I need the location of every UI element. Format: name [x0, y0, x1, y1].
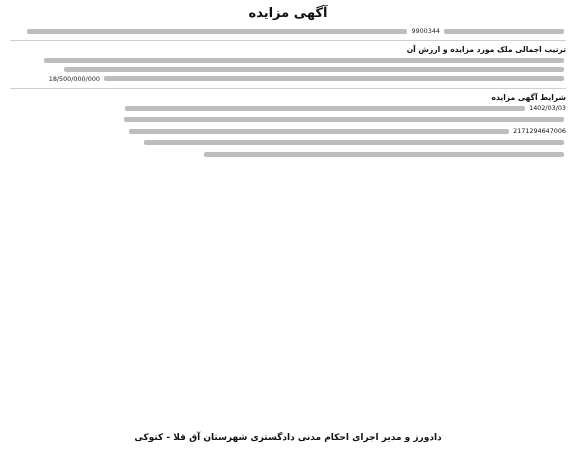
illegible-text — [124, 117, 564, 122]
intro-paragraph — [10, 27, 566, 36]
list-item — [10, 116, 566, 125]
list-item — [10, 127, 566, 136]
valuation-heading: ترتیب اجمالی ملک مورد مزایده و ارزش آن — [406, 45, 566, 55]
divider — [10, 88, 566, 89]
illegible-text — [129, 129, 509, 134]
illegible-text — [204, 152, 564, 157]
base-amount: 18/500/000/000 — [48, 74, 100, 83]
signature-line: دادورز و مدیر اجرای احکام مدنی دادگستری شهرستان آق قلا - کتوکی — [134, 433, 442, 443]
illegible-text — [27, 29, 407, 34]
conditions-heading: شرایط آگهی مزایده — [491, 93, 566, 103]
illegible-text — [144, 140, 564, 145]
illegible-text — [104, 76, 564, 81]
conditions-list — [10, 104, 566, 159]
illegible-text — [444, 29, 564, 34]
illegible-text — [125, 106, 525, 111]
illegible-text — [44, 58, 564, 63]
illegible-text — [64, 67, 564, 72]
valuation-paragraph — [10, 56, 566, 84]
auction-date: 1402/03/03 — [529, 104, 566, 113]
divider — [10, 40, 566, 41]
account-number: 2171294647006 — [513, 127, 566, 136]
notice-title: آگهی مزایده — [248, 6, 328, 21]
list-item — [10, 104, 566, 113]
case-number: 9900344 — [411, 27, 440, 35]
list-item — [10, 139, 566, 148]
list-item — [10, 150, 566, 159]
